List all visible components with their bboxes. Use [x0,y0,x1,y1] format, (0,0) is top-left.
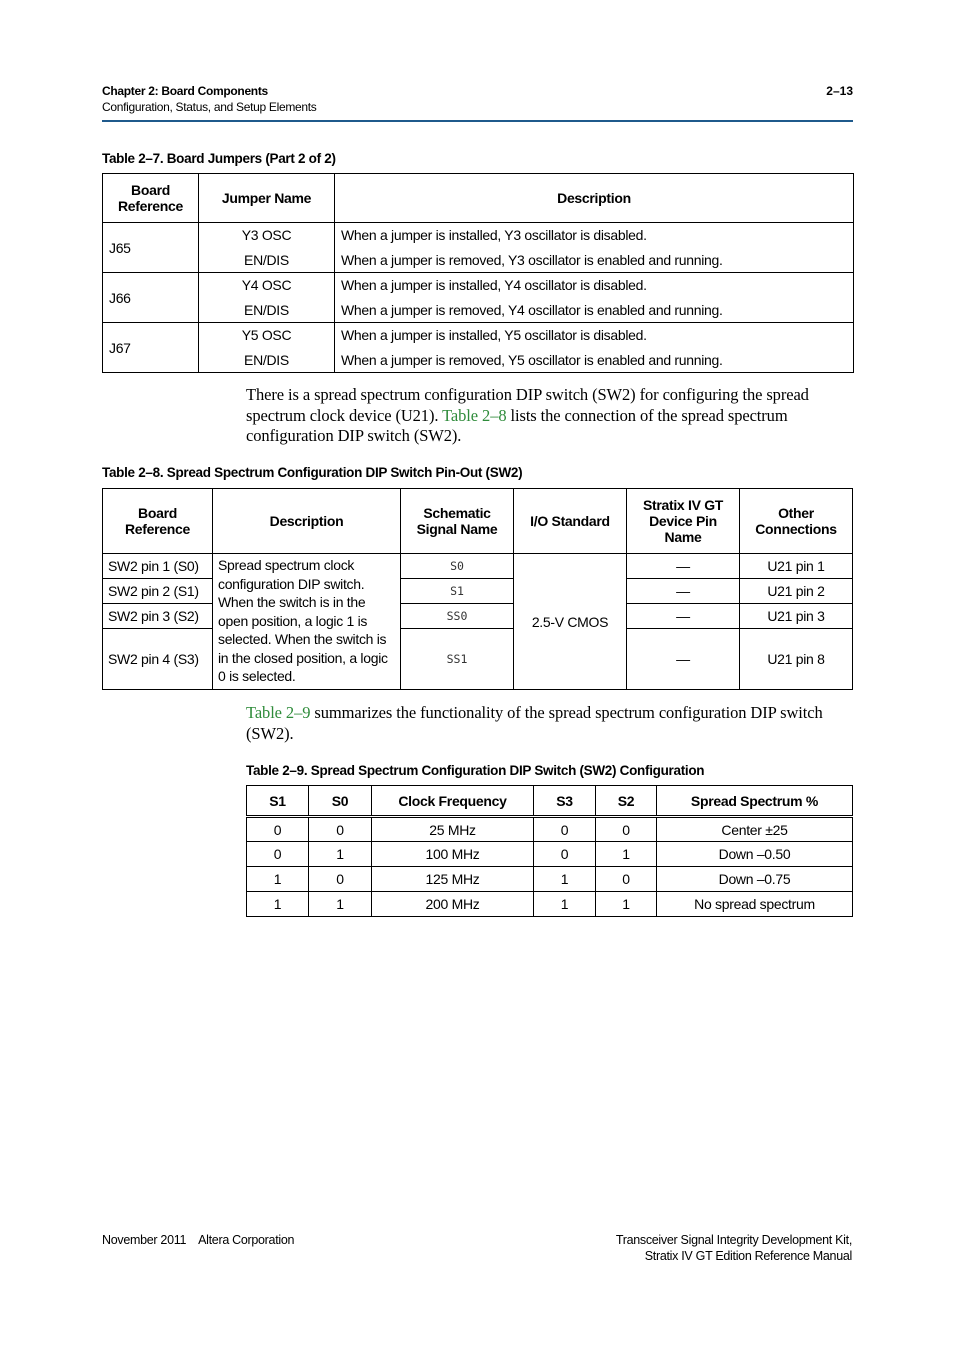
table9-cell: Center ±25 [657,817,853,842]
dip-switch-pinout-table [102,488,853,690]
table7-desc: When a jumper is installed, Y5 oscillator is disabled. [335,323,854,348]
table9-header-s0: S0 [309,786,372,817]
table8-ref: SW2 pin 3 (S2) [103,604,213,629]
table9-cell: 0 [534,817,596,842]
table9-cell: Down –0.75 [657,867,853,892]
footer-manual-title [616,1232,852,1264]
paragraph-text: There is a spread spectrum configuration DIP switch (SW2) for configuring the spread spectrum clock device (U21). [246,385,809,425]
table8-pin: — [627,604,740,629]
footer-date-company: November 2011 Altera Corporation [102,1233,295,1247]
table-row [103,223,854,248]
table8-other: U21 pin 1 [740,554,853,579]
table-row [247,867,853,892]
table9-header-s2: S2 [596,786,657,817]
table9-cell: 1 [247,892,309,917]
table7-desc: When a jumper is removed, Y3 oscillator is enabled and running. [335,248,854,273]
table7-desc: When a jumper is removed, Y5 oscillator is enabled and running. [335,348,854,373]
table9-cell: 200 MHz [372,892,534,917]
table9-caption: Table 2–9. Spread Spectrum Configuration DIP Switch (SW2) Configuration [246,763,705,778]
table7-jumper-name: Y5 OSC [199,323,335,348]
table-row [103,248,854,273]
table9-cell: 0 [247,817,309,842]
footer-manual-line2: Stratix IV GT Edition Reference Manual [644,1249,852,1263]
table8-signal: S1 [401,579,514,604]
paragraph-table-2-9-intro [246,703,856,744]
table8-pin: — [627,629,740,690]
table8-io-standard: 2.5-V CMOS [514,554,627,690]
table-row [247,842,853,867]
chapter-title: Chapter 2: Board Components [102,84,268,98]
table7-desc: When a jumper is installed, Y4 oscillator is disabled. [335,273,854,298]
table8-header-signal: Schematic Signal Name [401,489,514,554]
table7-jumper-name: EN/DIS [199,348,335,373]
paragraph-text: lists the connection of the spread spectrum configuration DIP switch (SW2). [246,405,788,445]
table-row [103,554,853,579]
table-row [103,298,854,323]
table9-cell: 1 [534,892,596,917]
table9-cell: 25 MHz [372,817,534,842]
table9-cell: 1 [596,892,657,917]
table8-caption: Table 2–8. Spread Spectrum Configuration DIP Switch Pin-Out (SW2) [102,465,523,480]
table-row [103,323,854,348]
table-row [247,892,853,917]
table9-cell: Down –0.50 [657,842,853,867]
table8-other: U21 pin 2 [740,579,853,604]
table7-ref: J66 [103,273,199,323]
table9-cell: 1 [534,867,596,892]
table7-desc: When a jumper is removed, Y4 oscillator is enabled and running. [335,298,854,323]
table9-cell: 0 [534,842,596,867]
table9-cell: 0 [309,817,372,842]
table8-other: U21 pin 8 [740,629,853,690]
page-header [102,84,853,122]
table9-cell: 1 [247,867,309,892]
table8-header-ref: Board Reference [103,489,213,554]
table-2-9-link[interactable]: Table 2–9 [246,703,311,722]
footer-manual-line1: Transceiver Signal Integrity Development Kit, [615,1233,852,1247]
table8-description: Spread spectrum clock configuration DIP switch. When the switch is in the open position, a logic 1 is selected. When the switch is in the closed position, a logic 0 is selected. [213,554,401,690]
board-jumpers-table [102,173,854,373]
table8-other: U21 pin 3 [740,604,853,629]
table-row [103,273,854,298]
table8-header-desc: Description [213,489,401,554]
table7-header-name: Jumper Name [199,174,335,223]
table9-header-s1: S1 [247,786,309,817]
table8-pin: — [627,554,740,579]
table9-header-spread: Spread Spectrum % [657,786,853,817]
paragraph-spread-spectrum-intro [246,385,856,447]
table-row [103,348,854,373]
table8-signal: S0 [401,554,514,579]
table-row [247,817,853,842]
dip-switch-config-table [246,785,853,917]
table9-cell: 0 [596,867,657,892]
table7-header-ref: Board Reference [103,174,199,223]
table8-header-other: Other Connections [740,489,853,554]
table9-cell: 125 MHz [372,867,534,892]
table8-signal: SS0 [401,604,514,629]
table8-header-io: I/O Standard [514,489,627,554]
table8-header-pin: Stratix IV GT Device Pin Name [627,489,740,554]
table9-header-clock: Clock Frequency [372,786,534,817]
table8-ref: SW2 pin 1 (S0) [103,554,213,579]
table7-jumper-name: Y3 OSC [199,223,335,248]
table7-jumper-name: EN/DIS [199,248,335,273]
table8-ref: SW2 pin 2 (S1) [103,579,213,604]
table8-signal: SS1 [401,629,514,690]
table7-jumper-name: Y4 OSC [199,273,335,298]
paragraph-text: summarizes the functionality of the spread spectrum configuration DIP switch (SW2). [246,703,823,743]
table9-cell: 100 MHz [372,842,534,867]
table9-cell: No spread spectrum [657,892,853,917]
section-title: Configuration, Status, and Setup Elements [102,100,317,114]
table9-cell: 1 [309,892,372,917]
table9-header-s3: S3 [534,786,596,817]
table9-cell: 1 [309,842,372,867]
table9-cell: 0 [596,817,657,842]
table8-pin: — [627,579,740,604]
table9-cell: 1 [596,842,657,867]
table7-caption: Table 2–7. Board Jumpers (Part 2 of 2) [102,151,336,166]
table7-desc: When a jumper is installed, Y3 oscillator is disabled. [335,223,854,248]
page-number: 2–13 [826,84,853,98]
table9-cell: 0 [247,842,309,867]
table7-ref: J67 [103,323,199,373]
table7-header-desc: Description [335,174,854,223]
table9-cell: 0 [309,867,372,892]
table-2-8-link[interactable]: Table 2–8 [442,405,507,425]
table8-ref: SW2 pin 4 (S3) [103,629,213,690]
table7-jumper-name: EN/DIS [199,298,335,323]
table7-ref: J65 [103,223,199,273]
